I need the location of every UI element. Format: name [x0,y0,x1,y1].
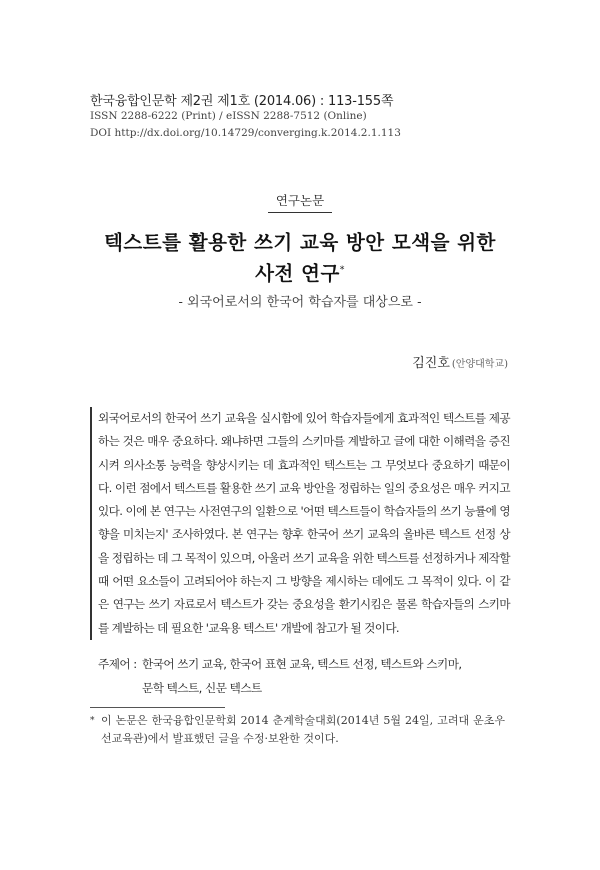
keywords-label: 주제어 : [98,657,137,671]
footnote-divider [90,707,225,708]
abstract-box [90,407,510,640]
author [412,352,508,371]
journal-citation: 한국융합인문학 제2권 제1호 (2014.06) : 113-155쪽 [90,94,394,109]
title-line-2 [0,258,600,286]
keywords-line-2: 문학 텍스트, 신문 텍스트 [142,681,262,695]
title-line-2-text: 사전 연구 [255,262,340,285]
title-line-1: 텍스트를 활용한 쓰기 교육 방안 모색을 위한 [104,231,496,254]
footnote-text: 이 논문은 한국융합인문학회 2014 춘계학술대회(2014년 5월 24일, 고려대 운초우선교육관)에서 발표했던 글을 수정·보완한 것이다. [101,714,505,745]
author-affiliation: (안양대학교) [451,359,508,370]
footnote-mark: * [90,716,95,726]
doi-link[interactable]: DOI http://dx.doi.org/10.14729/converging.k.2014.2.1.113 [90,127,401,139]
keywords-line-1: 한국어 쓰기 교육, 한국어 표현 교육, 텍스트 선정, 텍스트와 스키마, [142,657,462,671]
author-name: 김진호 [412,356,450,371]
abstract-text: 외국어로서의 한국어 쓰기 교육을 실시함에 있어 학습자들에게 효과적인 텍스트를 제공하는 것은 매우 중요하다. 왜냐하면 그들의 스키마를 계발하고 글에 대한 이해력을 증진시켜 의사소통 능력을 향상시키는 데 효과적인 텍스트는 그 무엇보다 중요하기 때문이다. 이런 점에서 텍스트를 활용한 쓰기 교육 방안을 정립하는 일의 중요성은 매우 커지고 있다. 이에 본 연구는 사전연구의 일환으로 '어떤 텍스트들이 학습자들의 쓰기 능률에 영향을 미치는지' 조사하였다. 본 연구는 향후 한국어 쓰기 교육의 올바른 텍스트 선정 상을 정립하는 데 그 목적이 있으며, 아울러 쓰기 교육을 위한 텍스트를 선정하거나 제작할 때 어떤 요소들이 고려되어야 하는지 그 방향을 제시하는 데에도 그 목적이 있다. 이 같은 연구는 쓰기 자료로서 텍스트가 갖는 중요성을 환기시킴은 물론 학습자들의 스키마를 계발하는 데 필요한 '교육용 텍스트' 개발에 참고가 될 것이다. [98,411,510,635]
subtitle: - 외국어로서의 한국어 학습자를 대상으로 - [178,295,422,310]
category-container [0,190,600,213]
title-footnote-mark[interactable]: * [339,265,345,276]
article-category: 연구논문 [268,191,332,213]
footnote [90,712,505,748]
issn-line: ISSN 2288-6222 (Print) / eISSN 2288-7512 (Online) [90,110,367,122]
